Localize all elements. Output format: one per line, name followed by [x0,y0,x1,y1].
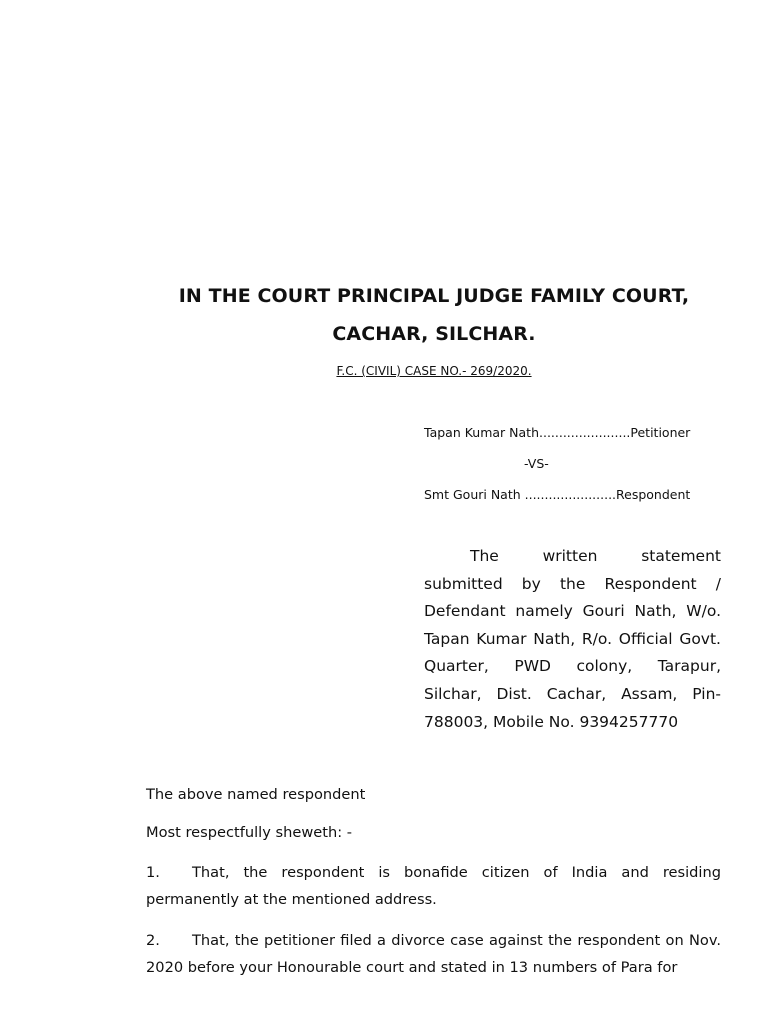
petitioner-line: Tapan Kumar Nath.......................Petitioner [424,425,691,440]
case-number: F.C. (CIVIL) CASE NO.- 269/2020. [336,364,532,378]
intro-line: The above named respondent [146,786,366,803]
sheweth-line: Most respectfully sheweth: - [146,824,353,841]
paragraph-text: That, the respondent is bonafide citizen of India and residing permanently at the mentioned address. [146,864,721,909]
respondent-line: Smt Gouri Nath .......................Respondent [424,487,691,502]
court-title: IN THE COURT PRINCIPAL JUDGE FAMILY COURT, [178,285,690,307]
paragraph-1 [146,859,721,914]
paragraph-text: That, the petitioner filed a divorce case against the respondent on Nov. 2020 before your Honourable court and stated in 13 numbers of Para for [146,932,721,977]
versus-label: -VS- [524,456,549,471]
written-statement-description [424,543,721,736]
paragraph-number: 2. [146,932,160,949]
paragraph-number: 1. [146,864,160,881]
statement-text: The written statement submitted by the Respondent / Defendant namely Gouri Nath, W/o. Tapan Kumar Nath, R/o. Official Govt. Quarter, PWD colony, Tarapur, Silchar, Dist. Cachar, Assam, Pin-788003, Mobile No. 9394257770 [424,547,721,731]
court-place: CACHAR, SILCHAR. [332,323,536,345]
paragraph-2 [146,927,721,982]
